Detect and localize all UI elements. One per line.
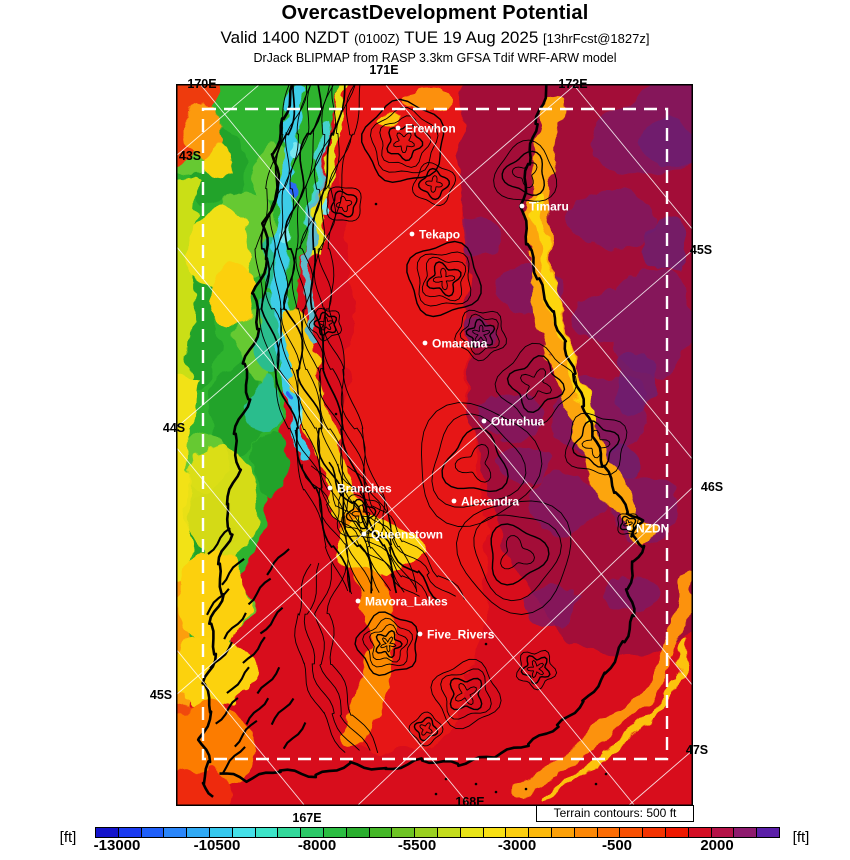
colorbar-segment bbox=[96, 828, 119, 837]
colorbar-unit-right: [ft] bbox=[792, 829, 810, 846]
colorbar-tick: -10500 bbox=[193, 837, 241, 854]
place-dot bbox=[423, 341, 428, 346]
colorbar-segment bbox=[575, 828, 598, 837]
model-line: DrJack BLIPMAP from RASP 3.3km GFSA Tdif WRF-ARW model bbox=[253, 51, 617, 65]
axis-label-45s: 45S bbox=[689, 243, 713, 257]
colorbar-segment bbox=[256, 828, 279, 837]
colorbar-segment bbox=[666, 828, 689, 837]
place-marker bbox=[418, 628, 495, 642]
colorbar-segment bbox=[187, 828, 210, 837]
place-marker bbox=[328, 482, 392, 496]
colorbar-segment bbox=[324, 828, 347, 837]
place-label: Mavora_Lakes bbox=[365, 594, 448, 609]
colorbar-segment bbox=[438, 828, 461, 837]
axis-label-47s: 47S bbox=[685, 743, 709, 757]
valid-utc: (0100Z) bbox=[354, 31, 400, 46]
colorbar-tick: -500 bbox=[601, 837, 633, 854]
map-canvas bbox=[176, 84, 693, 806]
colorbar-unit-left: [ft] bbox=[59, 829, 77, 846]
place-label: Five_Rivers bbox=[427, 627, 495, 642]
colorbar-segment bbox=[233, 828, 256, 837]
axis-label-45s: 45S bbox=[149, 688, 173, 702]
colorbar-tick: -3000 bbox=[497, 837, 537, 854]
place-label: Omarama bbox=[432, 336, 488, 351]
colorbar-segment bbox=[598, 828, 621, 837]
place-dot bbox=[356, 599, 361, 604]
colorbar-segment bbox=[278, 828, 301, 837]
place-label: Tekapo bbox=[419, 227, 461, 242]
place-marker bbox=[396, 122, 456, 136]
place-dot bbox=[410, 232, 415, 237]
valid-date: TUE 19 Aug 2025 bbox=[404, 28, 539, 47]
forecast-map bbox=[176, 84, 693, 806]
place-marker bbox=[362, 528, 443, 542]
colorbar-segment bbox=[370, 828, 393, 837]
colorbar-tick: -13000 bbox=[93, 837, 141, 854]
page-title: OvercastDevelopment Potential bbox=[281, 2, 589, 24]
valid-line bbox=[20, 28, 850, 48]
place-label: Branches bbox=[337, 481, 392, 496]
axis-label-44s: 44S bbox=[162, 421, 186, 435]
place-marker bbox=[452, 495, 520, 509]
valid-prefix: Valid 1400 NZDT bbox=[220, 28, 350, 47]
terrain-contours-note: Terrain contours: 500 ft bbox=[536, 805, 694, 822]
colorbar-segment bbox=[757, 828, 779, 837]
place-label: Queenstown bbox=[371, 527, 444, 542]
colorbar-segment bbox=[552, 828, 575, 837]
axis-label-43s: 43S bbox=[178, 149, 202, 163]
place-marker bbox=[356, 595, 448, 609]
colorbar-segment bbox=[529, 828, 552, 837]
axis-label-167e: 167E bbox=[292, 811, 322, 825]
place-dot bbox=[328, 486, 333, 491]
axis-label-172e: 172E bbox=[558, 77, 588, 91]
axis-label-170e: 170E bbox=[187, 77, 217, 91]
colorbar-segment bbox=[392, 828, 415, 837]
colorbar-segment bbox=[506, 828, 529, 837]
colorbar-segment bbox=[461, 828, 484, 837]
colorbar-segment bbox=[689, 828, 712, 837]
axis-label-168e: 168E bbox=[455, 795, 485, 809]
colorbar-segment bbox=[734, 828, 757, 837]
colorbar-segment bbox=[142, 828, 165, 837]
place-dot bbox=[396, 126, 401, 131]
header bbox=[20, 0, 850, 65]
colorbar-segment bbox=[210, 828, 233, 837]
colorbar-segment bbox=[620, 828, 643, 837]
colorbar-tick: -5500 bbox=[397, 837, 437, 854]
place-dot bbox=[520, 204, 525, 209]
axis-label-46s: 46S bbox=[700, 480, 724, 494]
place-marker bbox=[423, 337, 488, 351]
colorbar-segment bbox=[484, 828, 507, 837]
forecast-tag: [13hrFcst@1827z] bbox=[543, 31, 650, 46]
place-marker bbox=[482, 415, 545, 429]
place-dot bbox=[627, 526, 632, 531]
colorbar-segment bbox=[301, 828, 324, 837]
place-label: Oturehua bbox=[491, 414, 545, 429]
place-label: Erewhon bbox=[405, 121, 456, 136]
place-label: Alexandra bbox=[461, 494, 520, 509]
place-label: NZDN bbox=[636, 521, 670, 536]
colorbar-tick: -8000 bbox=[297, 837, 337, 854]
colorbar-tick: 2000 bbox=[700, 837, 734, 854]
place-dot bbox=[362, 532, 367, 537]
colorbar-segment bbox=[164, 828, 187, 837]
colorbar-segment bbox=[643, 828, 666, 837]
place-dot bbox=[418, 632, 423, 637]
colorbar-segment bbox=[119, 828, 142, 837]
place-label: Timaru bbox=[529, 199, 569, 214]
colorbar-segment bbox=[712, 828, 735, 837]
colorbar-segment bbox=[347, 828, 370, 837]
colorbar-segment bbox=[415, 828, 438, 837]
place-dot bbox=[482, 419, 487, 424]
place-dot bbox=[452, 499, 457, 504]
axis-label-171e: 171E bbox=[369, 63, 399, 77]
